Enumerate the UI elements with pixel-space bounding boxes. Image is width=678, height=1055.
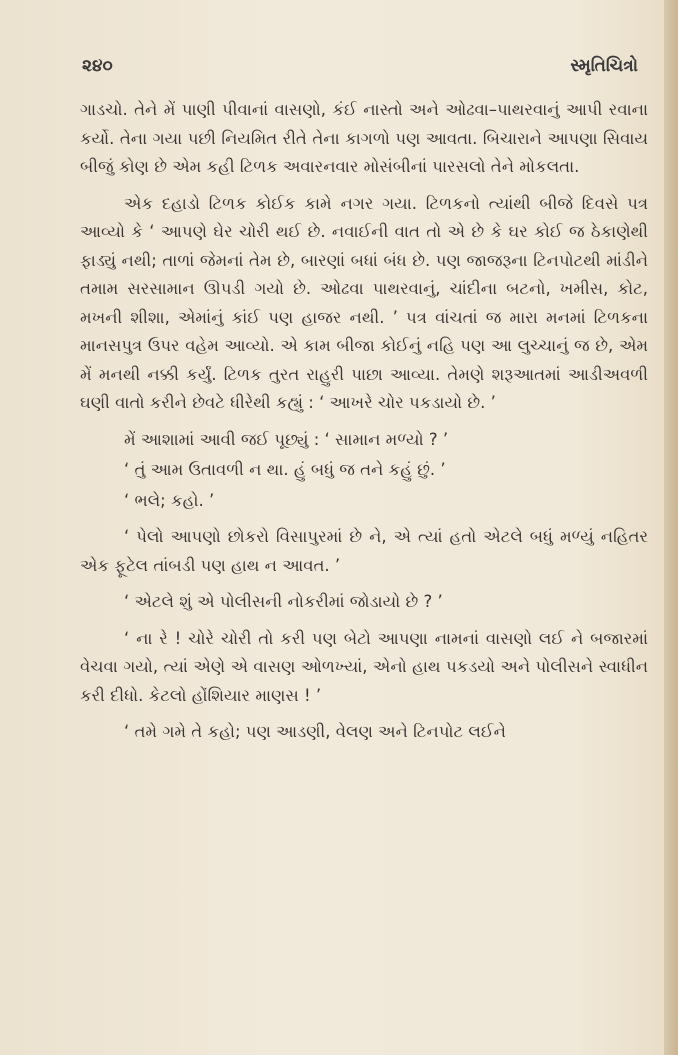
paragraph: ‘ એટલે શું એ પોલીસની નોકરીમાં જોડાયો છે ? ’ <box>124 592 443 611</box>
paragraph: ‘ ભલે; કહો. ’ <box>124 490 215 510</box>
page-edge <box>664 0 678 1055</box>
paragraph: ‘ તમે ગમે તે કહો; પણ આડણી, વેલણ અને ટિનપોટ લઈને <box>124 722 506 741</box>
page-header <box>82 48 638 88</box>
paragraph: ગાડચો. તેને મેં પાણી પીવાનાં વાસણો, કંઈ નાસ્તો અને ઓઢવા–પાથરવાનું આપી રવાના કર્યો. તેના ગયા પછી નિયમિત રીતે તેના કાગળો પણ આવતા. બિચારાને આપણા સિવાય બીજું કોણ છે એમ કહી ટિળક અવારનવાર મોસંબીનાં પારસલો તેને મોકલતા. <box>80 100 648 176</box>
running-title: સ્મૃતિચિત્રો <box>570 56 638 76</box>
paragraph: ‘ ના રે ! ચોરે ચોરી તો કરી પણ બેટો આપણા નામનાં વાસણો લઈ ને બજારમાં વેચવા ગયો, ત્યાં એણે એ વાસણ ઓળખ્યાં, એનો હાથ પકડયો અને પોલીસને સ્વાધીન કરી દીધો. કેટલો હોંશિયાર માણસ ! ’ <box>80 628 648 705</box>
page-number: ૨૪૦ <box>82 56 113 76</box>
paragraph: ‘ તું આમ ઉતાવળી ન થા. હું બધું જ તને કહું છું. ’ <box>124 460 446 479</box>
body-text <box>80 96 648 747</box>
paragraph: ‘ પેલો આપણો છોકરો વિસાપુરમાં છે ને, એ ત્યાં હતો એટલે બધું મળ્યું નહિતર એક ફૂટેલ તાંબડી પણ હાથ ન આવત. ’ <box>80 527 648 575</box>
paragraph: એક દહાડો ટિળક કોઈક કામે નગર ગયા. ટિળકનો ત્યાંથી બીજે દિવસે પત્ર આવ્યો કે ‘ આપણે ઘેર ચોરી થઈ છે. નવાઈની વાત તો એ છે કે ઘર કોઈ જ ઠેકાણેથી ફાડ્યું નથી; તાળાં જેમનાં તેમ છે, બારણાં બધાં બંધ છે. પણ જાજરૂના ટિનપોટથી માંડીને તમામ સરસામાન ઊપડી ગયો છે. ઓઢવા પાથરવાનું, ચાંદીના બટનો, ખમીસ, કોટ, મખની શીશા, એમાંનું કાંઈ પણ હાજર નથી. ’ પત્ર વાંચતાં જ મારા મનમાં ટિળકના માનસપુત્ર ઉપર વહેમ આવ્યો. એ કામ બીજા કોઈનું નહિ પણ આ લુચ્ચાનું જ છે, એમ મેં મનથી નક્કી કર્યું. ટિળક તુરત રાહુરી પાછા આવ્યા. તેમણે શરૂઆતમાં આડીઅવળી ઘણી વાતો કરીને છેવટે ધીરેથી કહ્યું : ‘ આખરે ચોર પકડાયો છે. ’ <box>80 193 648 412</box>
paragraph: મેં આશામાં આવી જઈ પૂછ્યું : ‘ સામાન મળ્યો ? ’ <box>124 429 449 449</box>
